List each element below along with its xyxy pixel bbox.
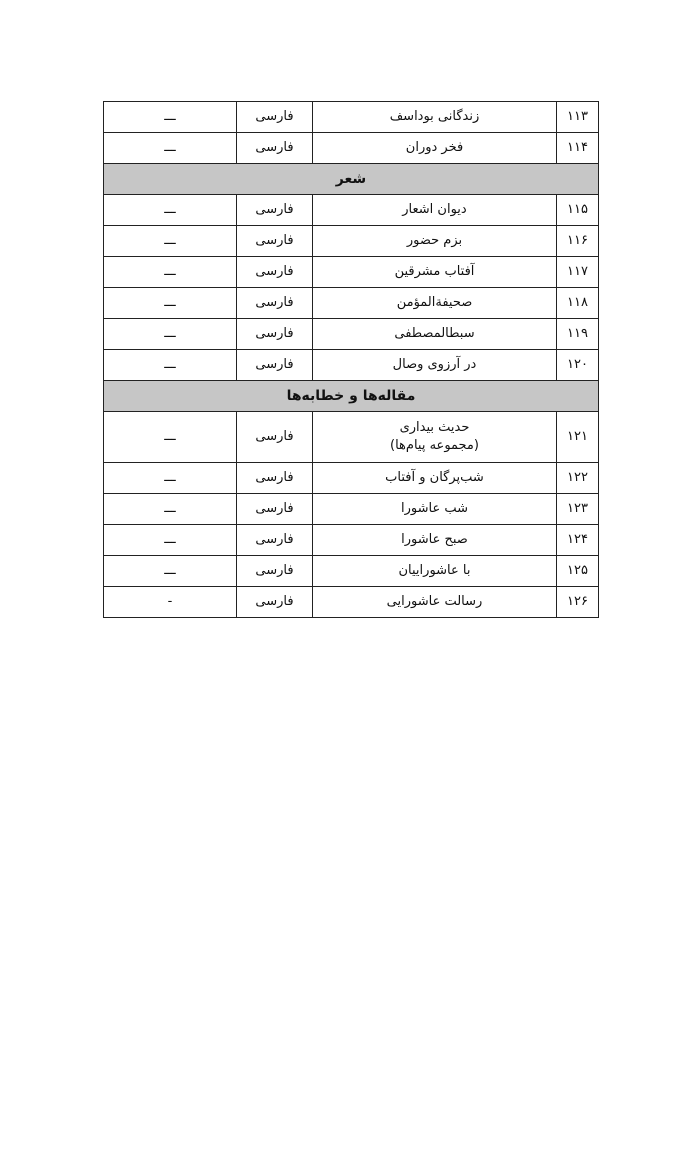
work-language: فارسی (237, 102, 313, 133)
row-number: ۱۱۸ (557, 288, 599, 319)
work-note: ـــ (104, 195, 237, 226)
row-number: ۱۲۱ (557, 412, 599, 463)
row-number: ۱۲۴ (557, 525, 599, 556)
work-note: ـــ (104, 102, 237, 133)
row-number: ۱۲۵ (557, 556, 599, 587)
work-note: ـــ (104, 133, 237, 164)
row-number: ۱۲۳ (557, 494, 599, 525)
table-row (104, 133, 599, 164)
section-title: شعر (104, 164, 599, 195)
work-note: - (104, 587, 237, 618)
work-language: فارسی (237, 226, 313, 257)
table-row (104, 463, 599, 494)
work-language: فارسی (237, 463, 313, 494)
work-language: فارسی (237, 319, 313, 350)
work-language: فارسی (237, 257, 313, 288)
work-note: ـــ (104, 319, 237, 350)
table-row (104, 350, 599, 381)
table-row (104, 195, 599, 226)
work-language: فارسی (237, 350, 313, 381)
works-table (103, 101, 599, 618)
work-title: شب‌پرگان و آفتاب (313, 463, 557, 494)
section-header-row (104, 164, 599, 195)
work-title: در آرزوی وصال (313, 350, 557, 381)
row-number: ۱۱۴ (557, 133, 599, 164)
row-number: ۱۲۲ (557, 463, 599, 494)
table-row (104, 525, 599, 556)
work-title: رسالت عاشورایی (313, 587, 557, 618)
table-row (104, 494, 599, 525)
section-header-row (104, 381, 599, 412)
work-title: سبطالمصطفی (313, 319, 557, 350)
table-row (104, 288, 599, 319)
work-note: ـــ (104, 556, 237, 587)
work-subtitle: (مجموعه پیام‌ها) (390, 438, 479, 453)
work-language: فارسی (237, 556, 313, 587)
work-title-cell (313, 412, 557, 463)
work-note: ـــ (104, 257, 237, 288)
work-language: فارسی (237, 412, 313, 463)
work-note: ـــ (104, 525, 237, 556)
table-row (104, 102, 599, 133)
table-row (104, 257, 599, 288)
row-number: ۱۱۳ (557, 102, 599, 133)
work-note: ـــ (104, 463, 237, 494)
row-number: ۱۱۷ (557, 257, 599, 288)
table-row (104, 412, 599, 463)
row-number: ۱۱۵ (557, 195, 599, 226)
work-language: فارسی (237, 494, 313, 525)
work-language: فارسی (237, 133, 313, 164)
table-row (104, 587, 599, 618)
work-note: ـــ (104, 494, 237, 525)
work-note: ـــ (104, 350, 237, 381)
table-row (104, 226, 599, 257)
work-title: شب عاشورا (313, 494, 557, 525)
table-row (104, 319, 599, 350)
row-number: ۱۱۹ (557, 319, 599, 350)
row-number: ۱۲۰ (557, 350, 599, 381)
work-title: آفتاب مشرقین (313, 257, 557, 288)
work-language: فارسی (237, 195, 313, 226)
work-title: با عاشوراییان (313, 556, 557, 587)
section-title: مقاله‌ها و خطابه‌ها (104, 381, 599, 412)
row-number: ۱۱۶ (557, 226, 599, 257)
work-language: فارسی (237, 587, 313, 618)
work-note: ـــ (104, 288, 237, 319)
table-row (104, 556, 599, 587)
work-language: فارسی (237, 525, 313, 556)
work-title: دیوان اشعار (313, 195, 557, 226)
work-title: حدیث بیداری (399, 420, 470, 435)
row-number: ۱۲۶ (557, 587, 599, 618)
work-title: صبح عاشورا (313, 525, 557, 556)
work-note: ـــ (104, 412, 237, 463)
work-title: زندگانی بوداسف (313, 102, 557, 133)
work-title: فخر دوران (313, 133, 557, 164)
work-title: صحیفةالمؤمن (313, 288, 557, 319)
work-note: ـــ (104, 226, 237, 257)
work-language: فارسی (237, 288, 313, 319)
work-title: بزم حضور (313, 226, 557, 257)
